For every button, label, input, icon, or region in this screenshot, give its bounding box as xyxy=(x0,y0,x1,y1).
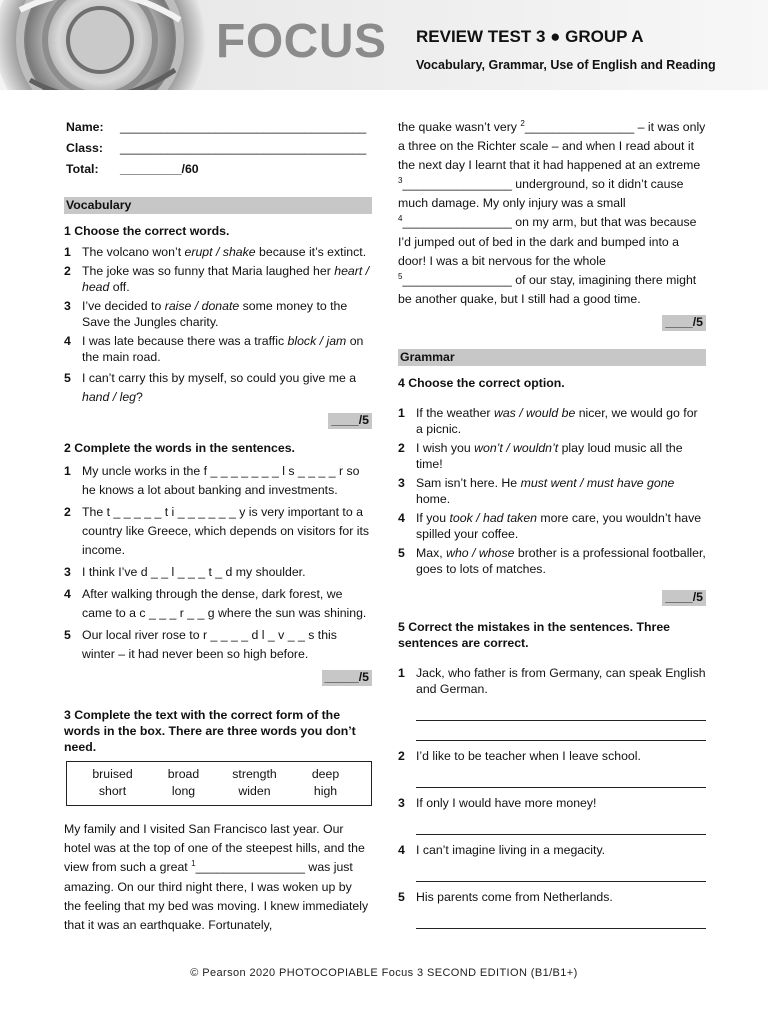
item-text: Sam isn’t here. He xyxy=(416,475,521,490)
text-segment: the quake wasn’t very xyxy=(398,120,521,135)
name-field[interactable]: ____________________________________ xyxy=(120,120,367,134)
list-item xyxy=(64,626,372,664)
list-item xyxy=(398,546,706,578)
class-field[interactable]: ____________________________________ xyxy=(120,140,367,155)
student-info xyxy=(64,118,368,183)
item-text: on the main road. xyxy=(82,333,364,364)
item-number: 2 xyxy=(64,263,71,278)
list-item xyxy=(398,796,706,812)
gap-blank[interactable]: ________________ xyxy=(402,177,512,192)
item-number: 5 xyxy=(64,628,71,643)
task-2-score xyxy=(64,670,372,686)
gap-blank[interactable]: ________________ xyxy=(195,860,306,875)
word-box-item: short xyxy=(98,784,127,799)
choice-options[interactable]: won’t / wouldn’t xyxy=(474,440,559,455)
list-item xyxy=(398,890,706,906)
item-number: 1 xyxy=(64,463,71,478)
focus-logo-disc xyxy=(0,0,205,90)
text-segment: on my arm, but that was because I’d jumped out of bed in the dark and bumped into a door! I was a bit nervous for the whole xyxy=(398,215,697,268)
task-4-score xyxy=(398,590,706,606)
item-text: His parents come from Netherlands. xyxy=(416,889,613,904)
item-text: The joke was so funny that Maria laughed her xyxy=(82,263,335,278)
grammar-heading: Grammar xyxy=(398,349,706,366)
word-box-item: broad xyxy=(167,767,200,782)
text-segment: underground, so it didn’t cause much damage. My only injury was a small xyxy=(398,177,684,211)
vocabulary-heading: Vocabulary xyxy=(64,197,372,214)
item-text: After walking through the dense, dark forest, we came to a c _ _ _ r _ _ g where the sun was shining. xyxy=(82,587,367,621)
answer-line[interactable] xyxy=(416,768,706,788)
answer-line[interactable] xyxy=(416,721,706,741)
answer-line[interactable] xyxy=(416,909,706,929)
item-number: 5 xyxy=(398,889,405,904)
choice-options[interactable]: was / would be xyxy=(493,405,576,420)
item-text: The t _ _ _ _ _ t i _ _ _ _ _ _ y is very important to a country like Greece, which depends on visitors for its income. xyxy=(82,504,370,558)
list-item xyxy=(398,406,706,438)
item-number: 4 xyxy=(398,842,405,857)
item-text: ? xyxy=(136,389,143,404)
score-box[interactable]: _____/5 xyxy=(322,670,372,686)
item-number: 1 xyxy=(398,405,405,420)
total-label: Total: xyxy=(66,161,99,176)
word-box xyxy=(66,761,372,806)
score-box[interactable]: ____/5 xyxy=(662,315,706,331)
list-item xyxy=(398,441,706,473)
item-number: 4 xyxy=(64,587,71,602)
word-box-item: strength xyxy=(232,767,277,782)
gap-fill-text-part-2 xyxy=(398,118,706,309)
list-item xyxy=(64,264,372,296)
task-1-list xyxy=(64,245,372,407)
test-title: REVIEW TEST 3 ● GROUP A xyxy=(416,27,644,46)
list-item xyxy=(64,245,372,261)
gap-number: 3 xyxy=(398,176,403,186)
gap-blank[interactable]: ________________ xyxy=(402,215,512,230)
gap-fill-text-part-1 xyxy=(64,820,372,934)
gap-number: 4 xyxy=(398,214,403,224)
item-text: nicer, we would go for a picnic. xyxy=(416,405,698,436)
item-text: more care, you wouldn’t have spilled your coffee. xyxy=(416,510,702,541)
item-text: Max, xyxy=(416,545,447,560)
item-text: I can’t imagine living in a megacity. xyxy=(416,842,606,857)
item-number: 4 xyxy=(398,510,405,525)
test-subtitle: Vocabulary, Grammar, Use of English and Reading xyxy=(416,58,716,72)
list-item xyxy=(398,666,706,698)
item-number: 4 xyxy=(64,333,71,348)
choice-options[interactable]: hand / leg xyxy=(82,389,137,404)
task-1-title: 1 Choose the correct words. xyxy=(64,223,230,238)
item-number: 3 xyxy=(64,298,71,313)
word-box-item: high xyxy=(313,784,338,799)
item-text: If the weather xyxy=(416,405,494,420)
item-number: 1 xyxy=(398,665,405,680)
choice-options[interactable]: block / jam xyxy=(287,333,347,348)
gap-number: 5 xyxy=(398,271,403,281)
item-number: 5 xyxy=(64,370,71,385)
task-2-list xyxy=(64,462,372,664)
item-text: home. xyxy=(416,491,451,506)
item-number: 3 xyxy=(64,565,71,580)
item-text: I think I’ve d _ _ l _ _ _ t _ d my shoulder. xyxy=(82,565,306,580)
right-column xyxy=(398,118,706,929)
word-box-item: bruised xyxy=(92,767,133,782)
item-text: I can’t carry this by myself, so could you give me a xyxy=(82,370,357,385)
text-segment: of our stay, imagining there might be another quake, but I still had a good time. xyxy=(398,272,697,306)
item-text: brother is a professional footballer, goes to lots of matches. xyxy=(416,545,706,576)
text-segment: – it was only a three on the Richter scale – and when I read about it the next day I learnt that it had happened at an extreme xyxy=(398,120,706,173)
list-item xyxy=(64,462,372,500)
list-item xyxy=(398,749,706,765)
item-text: Jack, who father is from Germany, can speak English and German. xyxy=(416,665,706,696)
choice-options[interactable]: heart / head xyxy=(82,263,370,294)
list-item xyxy=(64,503,372,560)
choice-options[interactable]: erupt / shake xyxy=(184,244,256,259)
word-box-item: long xyxy=(171,784,196,799)
gap-blank[interactable]: ________________ xyxy=(524,120,635,135)
item-text: I was late because there was a traffic xyxy=(82,333,288,348)
focus-logo-text: FOCUS xyxy=(216,15,387,68)
task-1-score xyxy=(64,413,372,429)
item-text: Our local river rose to r _ _ _ _ d l _ v _ _ s this winter – it had never been so high before. xyxy=(82,628,337,662)
list-item xyxy=(64,369,372,407)
list-item xyxy=(398,476,706,508)
answer-line[interactable] xyxy=(416,862,706,882)
choice-options[interactable]: must went / must have gone xyxy=(520,475,675,490)
list-item xyxy=(398,843,706,859)
item-number: 2 xyxy=(398,748,405,763)
choice-options[interactable]: who / whose xyxy=(446,545,515,560)
score-box[interactable]: ____/5 xyxy=(662,590,706,606)
item-text: The volcano won’t xyxy=(82,244,185,259)
task-3-score xyxy=(398,315,706,331)
list-item xyxy=(64,585,372,623)
item-number: 2 xyxy=(398,440,405,455)
gap-number: 1 xyxy=(191,859,196,869)
word-box-item: deep xyxy=(311,767,340,782)
text-segment: My family and I visited San Francisco last year. Our hotel was at the top of one of the steepest hills, and the view from such a great xyxy=(64,822,365,875)
list-item xyxy=(64,299,372,331)
left-column xyxy=(64,118,372,935)
list-item xyxy=(398,511,706,543)
item-number: 2 xyxy=(64,504,71,519)
word-box-item: widen xyxy=(238,784,271,799)
item-text: some money to the Save the Jungles charity. xyxy=(82,298,348,329)
item-text: because it’s extinct. xyxy=(255,244,367,259)
list-item xyxy=(64,334,372,366)
item-text: play loud music all the time! xyxy=(416,440,683,471)
choice-options[interactable]: took / had taken xyxy=(449,510,538,525)
name-label: Name: xyxy=(66,120,104,134)
item-text: If you xyxy=(416,510,450,525)
task-4-list xyxy=(398,406,706,578)
task-4-title: 4 Choose the correct option. xyxy=(398,375,565,390)
item-text: I wish you xyxy=(416,440,475,455)
page-header xyxy=(0,0,768,90)
item-number: 3 xyxy=(398,795,405,810)
task-2-title: 2 Complete the words in the sentences. xyxy=(64,440,295,455)
item-number: 3 xyxy=(398,475,405,490)
list-item xyxy=(64,563,372,582)
class-label: Class: xyxy=(66,140,103,155)
item-number: 5 xyxy=(398,545,405,560)
item-number: 1 xyxy=(64,244,71,259)
gap-number: 2 xyxy=(520,119,525,128)
task-5-list xyxy=(398,666,706,929)
page-footer: © Pearson 2020 PHOTOCOPIABLE Focus 3 SECOND EDITION (B1/B1+) xyxy=(190,967,578,979)
item-text: I’ve decided to xyxy=(82,298,165,313)
answer-line[interactable] xyxy=(416,701,706,721)
text-segment: was just amazing. On our third night there, I was woken up by the feeling that my bed was moving. I knew immediately that it was an earthquake. Fortunately, xyxy=(64,860,369,932)
gap-blank[interactable]: ________________ xyxy=(402,272,512,287)
item-text: I’d like to be teacher when I leave school. xyxy=(416,748,641,763)
item-text: off. xyxy=(109,279,130,294)
item-text: My uncle works in the f _ _ _ _ _ _ _ l s _ _ _ _ r so he knows a lot about banking and investments. xyxy=(82,463,360,497)
choice-options[interactable]: raise / donate xyxy=(164,298,240,313)
total-field[interactable]: _________/60 xyxy=(120,161,199,176)
task-5-title: 5 Correct the mistakes in the sentences. Three sentences are correct. xyxy=(398,619,671,650)
score-box[interactable]: ____/5 xyxy=(328,413,372,429)
task-3-title: 3 Complete the text with the correct form of the words in the box. There are three words you don’t need. xyxy=(64,708,356,755)
answer-line[interactable] xyxy=(416,815,706,835)
item-text: If only I would have more money! xyxy=(416,795,597,810)
